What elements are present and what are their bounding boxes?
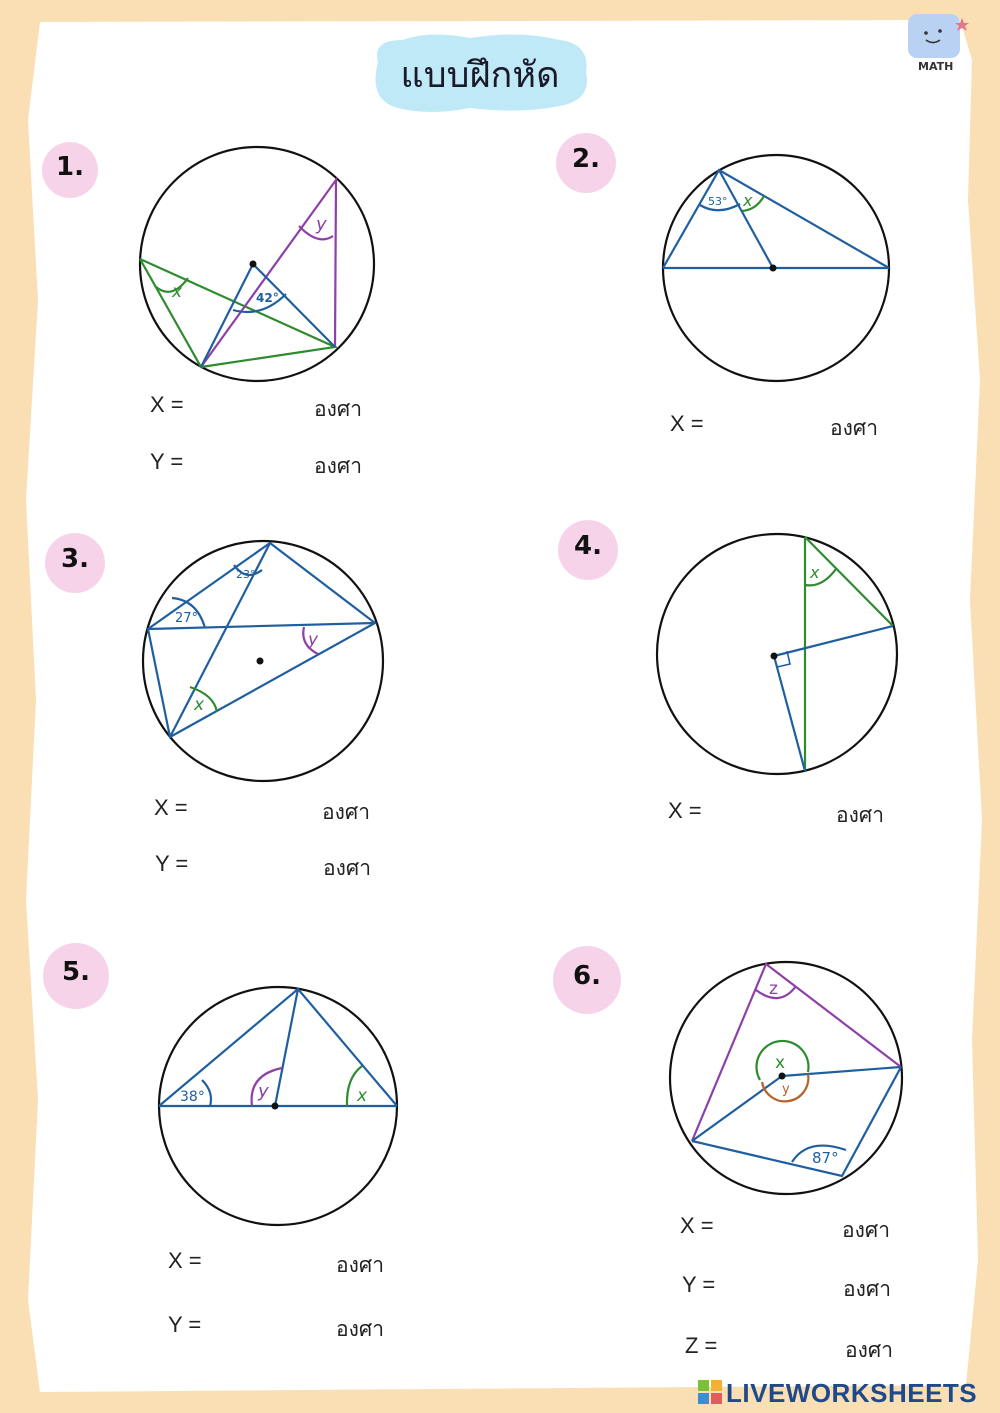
- q3-y-answer-label: Y =: [155, 851, 189, 876]
- fig1-y-label: y: [316, 214, 327, 235]
- fig4-x-label: x: [810, 563, 820, 582]
- q6-y-unit: องศา: [843, 1277, 891, 1301]
- q1-x-unit: องศา: [314, 397, 362, 421]
- q6-z-answer-label: Z =: [685, 1333, 718, 1358]
- math-badge: [908, 14, 960, 58]
- fig5-angle-label: 38°: [180, 1089, 205, 1105]
- fig6-z-label: z: [769, 979, 778, 999]
- q5-x-answer-label: X =: [168, 1248, 202, 1273]
- fig2-x-label: x: [743, 191, 753, 210]
- q5-y-unit: องศา: [336, 1317, 384, 1341]
- q6-z-unit: องศา: [845, 1338, 893, 1362]
- question-number-2: 2.: [572, 144, 600, 174]
- fig3-y-label: y: [308, 630, 319, 650]
- paper-background: [26, 20, 982, 1392]
- q3-x-answer-label: X =: [154, 795, 188, 820]
- q2-x-unit: องศา: [830, 416, 878, 440]
- fig6-x-label: x: [775, 1053, 786, 1073]
- q5-x-unit: องศา: [336, 1253, 384, 1277]
- q4-x-answer-label: X =: [668, 798, 702, 823]
- q6-y-answer-label: Y =: [682, 1272, 716, 1297]
- fig3-angle-a-label: 23°: [236, 568, 256, 581]
- fig1-angle-label: 42°: [256, 291, 279, 305]
- q3-y-unit: องศา: [323, 856, 371, 880]
- question-number-1: 1.: [56, 152, 84, 182]
- liveworksheets-logo-icon: [698, 1380, 722, 1404]
- question-number-5: 5.: [62, 957, 90, 987]
- q2-x-answer-label: X =: [670, 411, 704, 436]
- q4-x-unit: องศา: [836, 803, 884, 827]
- q1-y-unit: องศา: [314, 454, 362, 478]
- q3-x-unit: องศา: [322, 800, 370, 824]
- fig5-y-label: y: [258, 1081, 269, 1102]
- q6-x-unit: องศา: [842, 1218, 890, 1242]
- fig3-x-label: x: [194, 695, 205, 715]
- brand-watermark: LIVEWORKSHEETS: [726, 1378, 978, 1408]
- q1-y-answer-label: Y =: [150, 449, 184, 474]
- fig5-x-label: x: [357, 1086, 368, 1106]
- fig6-angle-label: 87°: [812, 1149, 839, 1167]
- fig2-angle-label: 53°: [708, 195, 728, 208]
- fig1-x-label: x: [172, 282, 183, 302]
- fig6-y-label: y: [782, 1082, 790, 1097]
- q5-y-answer-label: Y =: [168, 1312, 202, 1337]
- question-number-4: 4.: [574, 531, 602, 561]
- question-number-6: 6.: [573, 961, 601, 991]
- page-title: แบบฝึกหัด: [400, 55, 560, 96]
- fig3-angle-b-label: 27°: [175, 611, 199, 626]
- math-badge-label: MATH: [918, 60, 954, 73]
- q1-x-answer-label: X =: [150, 392, 184, 417]
- q6-x-answer-label: X =: [680, 1213, 714, 1238]
- question-number-3: 3.: [61, 544, 89, 574]
